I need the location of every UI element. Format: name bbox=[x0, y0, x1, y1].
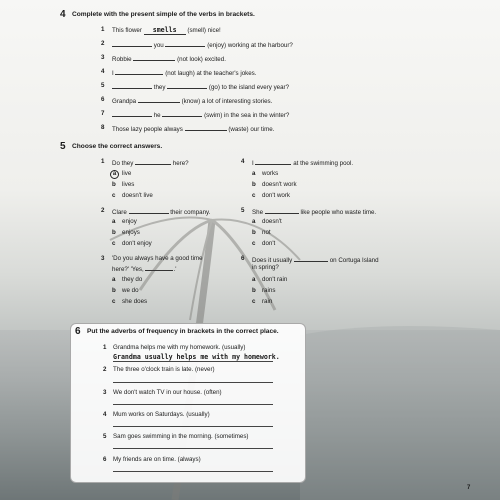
ex6-item-6-answer-line[interactable] bbox=[113, 471, 273, 472]
ex6-item-4-answer-line[interactable] bbox=[113, 426, 273, 427]
ex5-q4-stem-b: at the swimming pool. bbox=[293, 160, 354, 167]
ex5-q6-option-c-text: rain bbox=[262, 298, 273, 305]
ex5-q4-option-b[interactable] bbox=[252, 181, 297, 188]
ex5-q5-stem-a: She bbox=[252, 209, 264, 216]
ex5-q4-stem-a: I bbox=[252, 160, 254, 167]
ex5-q5-stem-b: like people who waste time. bbox=[300, 209, 377, 216]
ex5-q1-stem-b: here? bbox=[172, 160, 189, 167]
option-letter: b bbox=[112, 229, 116, 236]
ex4-item-4-before: I bbox=[112, 70, 114, 77]
ex4-item-5 bbox=[112, 82, 289, 91]
ex4-item-1-blank[interactable] bbox=[144, 26, 186, 35]
ex5-q4-blank[interactable] bbox=[255, 158, 291, 165]
ex5-q6-stem-line2: in spring? bbox=[252, 264, 279, 271]
ex4-item-1-number: 1 bbox=[101, 26, 105, 33]
ex4-item-7-blank-2[interactable] bbox=[162, 110, 202, 117]
ex5-q3-option-b[interactable] bbox=[112, 287, 139, 294]
ex5-q1-option-c-text: doesn't live bbox=[122, 192, 153, 199]
ex6-item-3-text: We don't watch TV in our house. (often) bbox=[113, 389, 222, 396]
ex4-item-2-blank-2[interactable] bbox=[165, 40, 205, 47]
ex5-q1-stem bbox=[112, 158, 189, 167]
ex5-q6-stem-b: on Cortuga Island bbox=[329, 257, 379, 264]
ex5-q6-option-a[interactable] bbox=[252, 276, 287, 283]
exercise-6-number: 6 bbox=[75, 326, 81, 337]
ex5-q6-option-a-text: don't rain bbox=[262, 276, 288, 283]
ex5-q6-stem bbox=[252, 255, 379, 264]
ex6-item-6-text: My friends are on time. (always) bbox=[113, 456, 201, 463]
exercise-4-number: 4 bbox=[60, 9, 66, 20]
ex5-q5-option-a-text: doesn't bbox=[262, 218, 282, 225]
option-letter: b bbox=[252, 229, 256, 236]
option-letter: c bbox=[252, 240, 256, 247]
ex5-q2-option-a[interactable] bbox=[112, 218, 137, 225]
ex5-q3-option-c-text: she does bbox=[122, 298, 148, 305]
ex5-q5-option-b[interactable] bbox=[252, 229, 271, 236]
ex4-item-6-blank[interactable] bbox=[138, 96, 180, 103]
ex5-q5-stem bbox=[252, 207, 376, 216]
ex4-item-1 bbox=[112, 26, 221, 35]
ex5-q1-stem-a: Do they bbox=[112, 160, 134, 167]
ex5-q2-blank[interactable] bbox=[129, 207, 169, 214]
ex6-item-3-number: 3 bbox=[103, 389, 107, 396]
ex4-item-5-subject: they bbox=[153, 84, 166, 91]
exercise-4-heading: Complete with the present simple of the verbs in brackets. bbox=[72, 11, 255, 18]
ex5-q5-option-a[interactable] bbox=[252, 218, 282, 225]
ex5-q2-option-b-text: enjoys bbox=[122, 229, 140, 236]
page-number: 7 bbox=[467, 485, 471, 491]
ex5-q5-option-c-text: don't bbox=[262, 240, 276, 247]
ex4-item-4-blank[interactable] bbox=[115, 68, 163, 75]
ex4-item-4 bbox=[112, 68, 257, 77]
option-letter: b bbox=[252, 181, 256, 188]
ex4-item-8 bbox=[112, 124, 274, 133]
ex4-item-2-after: (enjoy) working at the harbour? bbox=[207, 42, 293, 49]
option-letter: b bbox=[112, 181, 116, 188]
ex4-item-1-after: (smell) nice! bbox=[187, 27, 221, 34]
ex4-item-4-after: (not laugh) at the teacher's jokes. bbox=[165, 70, 257, 77]
ex5-q4-number: 4 bbox=[241, 158, 245, 165]
ex5-q4-option-b-text: doesn't work bbox=[262, 181, 297, 188]
ex5-q3-option-a[interactable] bbox=[112, 276, 142, 283]
ex4-item-5-blank-2[interactable] bbox=[167, 82, 207, 89]
ex5-q4-option-a-text: works bbox=[262, 170, 279, 177]
ex4-item-3-number: 3 bbox=[101, 54, 105, 61]
option-letter: b bbox=[252, 287, 256, 294]
ex6-item-6-number: 6 bbox=[103, 456, 107, 463]
ex5-q5-option-c[interactable] bbox=[252, 240, 275, 247]
ex6-item-5-number: 5 bbox=[103, 433, 107, 440]
ex4-item-7-subject: he bbox=[153, 112, 161, 119]
option-letter: c bbox=[252, 192, 256, 199]
ex5-q2-stem-b: their company. bbox=[170, 209, 211, 216]
ex5-q6-option-c[interactable] bbox=[252, 298, 272, 305]
ex5-q3-number: 3 bbox=[101, 255, 105, 262]
exercise-5-heading: Choose the correct answers. bbox=[72, 143, 163, 150]
ex5-q2-option-c[interactable] bbox=[112, 240, 152, 247]
ex5-q3-stem-end: .' bbox=[173, 266, 177, 273]
ex5-q5-number: 5 bbox=[241, 207, 245, 214]
option-letter: b bbox=[112, 287, 116, 294]
ex5-q2-option-b[interactable] bbox=[112, 229, 140, 236]
ex5-q4-option-a[interactable] bbox=[252, 170, 278, 177]
ex5-q6-blank[interactable] bbox=[294, 255, 328, 262]
ex6-item-2-answer-line[interactable] bbox=[113, 382, 273, 383]
ex5-q5-option-b-text: not bbox=[262, 229, 271, 236]
ex6-item-2-text: The three o'clock train is late. (never) bbox=[113, 366, 215, 373]
ex4-item-6-number: 6 bbox=[101, 96, 105, 103]
ex4-item-3-after: (not look) excited. bbox=[177, 56, 226, 63]
circled-answer-icon: a bbox=[110, 170, 119, 179]
option-letter: a bbox=[252, 218, 256, 225]
exercise-5-number: 5 bbox=[60, 141, 66, 152]
ex5-q1-option-c[interactable] bbox=[112, 192, 153, 199]
ex4-item-5-number: 5 bbox=[101, 82, 105, 89]
ex5-q1-option-a-text: live bbox=[122, 170, 132, 177]
ex5-q3-stem-line2 bbox=[112, 264, 176, 273]
ex6-item-2-number: 2 bbox=[103, 366, 107, 373]
ex6-item-4-number: 4 bbox=[103, 411, 107, 418]
option-letter: c bbox=[112, 192, 116, 199]
ex5-q2-number: 2 bbox=[101, 207, 105, 214]
ex4-item-2-subject: you bbox=[153, 42, 164, 49]
ex5-q2-option-c-text: don't enjoy bbox=[122, 240, 152, 247]
ex6-item-1-text: Grandma helps me with my homework. (usually) bbox=[113, 344, 246, 351]
ex4-item-6 bbox=[112, 96, 272, 105]
ex4-item-3 bbox=[112, 54, 226, 63]
ex5-q3-option-c[interactable] bbox=[112, 298, 147, 305]
ex4-item-7-blank[interactable] bbox=[112, 110, 152, 117]
ex4-item-7 bbox=[112, 110, 289, 119]
ex5-q5-blank[interactable] bbox=[265, 207, 299, 214]
ex5-q4-stem bbox=[252, 158, 353, 167]
ex5-q1-blank[interactable] bbox=[135, 158, 171, 165]
ex4-item-3-before: Robbie bbox=[112, 56, 132, 63]
ex6-item-1-answer[interactable]: Grandma usually helps me with my homework. bbox=[113, 353, 280, 361]
ex6-item-5-text: Sam goes swimming in the morning. (sometimes) bbox=[113, 433, 249, 440]
ex5-q3-blank[interactable] bbox=[145, 264, 173, 271]
ex4-item-8-number: 8 bbox=[101, 124, 105, 131]
ex6-item-1-answer-line bbox=[113, 361, 273, 362]
ex5-q1-option-b[interactable] bbox=[112, 181, 134, 188]
ex5-q4-option-c[interactable] bbox=[252, 192, 290, 199]
ex4-item-4-number: 4 bbox=[101, 68, 105, 75]
ex4-item-8-blank[interactable] bbox=[185, 124, 227, 131]
ex4-item-2-number: 2 bbox=[101, 40, 105, 47]
ex4-item-3-blank[interactable] bbox=[133, 54, 175, 61]
ex4-item-7-after: (swim) in the sea in the winter? bbox=[204, 112, 290, 119]
exercise-6-heading: Put the adverbs of frequency in brackets in the correct place. bbox=[87, 328, 279, 335]
ex5-q6-option-b-text: rains bbox=[262, 287, 276, 294]
option-letter: a bbox=[112, 218, 116, 225]
ex5-q2-stem-a: Clare bbox=[112, 209, 127, 216]
option-letter: a bbox=[252, 276, 256, 283]
ex4-item-5-blank[interactable] bbox=[112, 82, 152, 89]
option-letter: a bbox=[112, 276, 116, 283]
ex6-item-1-number: 1 bbox=[103, 344, 107, 351]
option-letter: c bbox=[112, 298, 116, 305]
ex6-item-3-answer-line[interactable] bbox=[113, 404, 273, 405]
ex5-q2-option-a-text: enjoy bbox=[122, 218, 137, 225]
ex4-item-5-after: (go) to the island every year? bbox=[208, 84, 290, 91]
ex5-q6-number: 6 bbox=[241, 255, 245, 262]
ex4-item-2 bbox=[112, 40, 293, 49]
ex5-q6-option-b[interactable] bbox=[252, 287, 275, 294]
ex6-item-5-answer-line[interactable] bbox=[113, 448, 273, 449]
ex4-item-1-before: This flower bbox=[112, 27, 142, 34]
ex4-item-7-number: 7 bbox=[101, 110, 105, 117]
ex4-item-8-before: Those lazy people always bbox=[112, 126, 183, 133]
option-letter: a bbox=[252, 170, 256, 177]
ex5-q1-number: 1 bbox=[101, 158, 105, 165]
ex6-item-4-text: Mum works on Saturdays. (usually) bbox=[113, 411, 210, 418]
ex5-q1-option-a[interactable] bbox=[110, 170, 131, 179]
ex4-item-6-after: (know) a lot of interesting stories. bbox=[181, 98, 273, 105]
option-letter: c bbox=[252, 298, 256, 305]
ex5-q3-option-a-text: they do bbox=[122, 276, 143, 283]
option-letter: c bbox=[112, 240, 116, 247]
ex5-q2-stem bbox=[112, 207, 210, 216]
ex5-q3-stem-line2-text: here?' 'Yes, bbox=[112, 266, 144, 273]
ex5-q1-option-b-text: lives bbox=[122, 181, 135, 188]
ex4-item-6-before: Grandpa bbox=[112, 98, 137, 105]
ex5-q3-option-b-text: we do bbox=[122, 287, 139, 294]
ex4-item-8-after: (waste) our time. bbox=[228, 126, 275, 133]
ex4-item-1-answer: smells bbox=[152, 26, 177, 34]
ex5-q3-stem: 'Do you always have a good time bbox=[112, 255, 203, 262]
ex5-q4-option-c-text: don't work bbox=[262, 192, 291, 199]
ex5-q6-stem-a: Does it usually bbox=[252, 257, 293, 264]
ex4-item-2-blank[interactable] bbox=[112, 40, 152, 47]
